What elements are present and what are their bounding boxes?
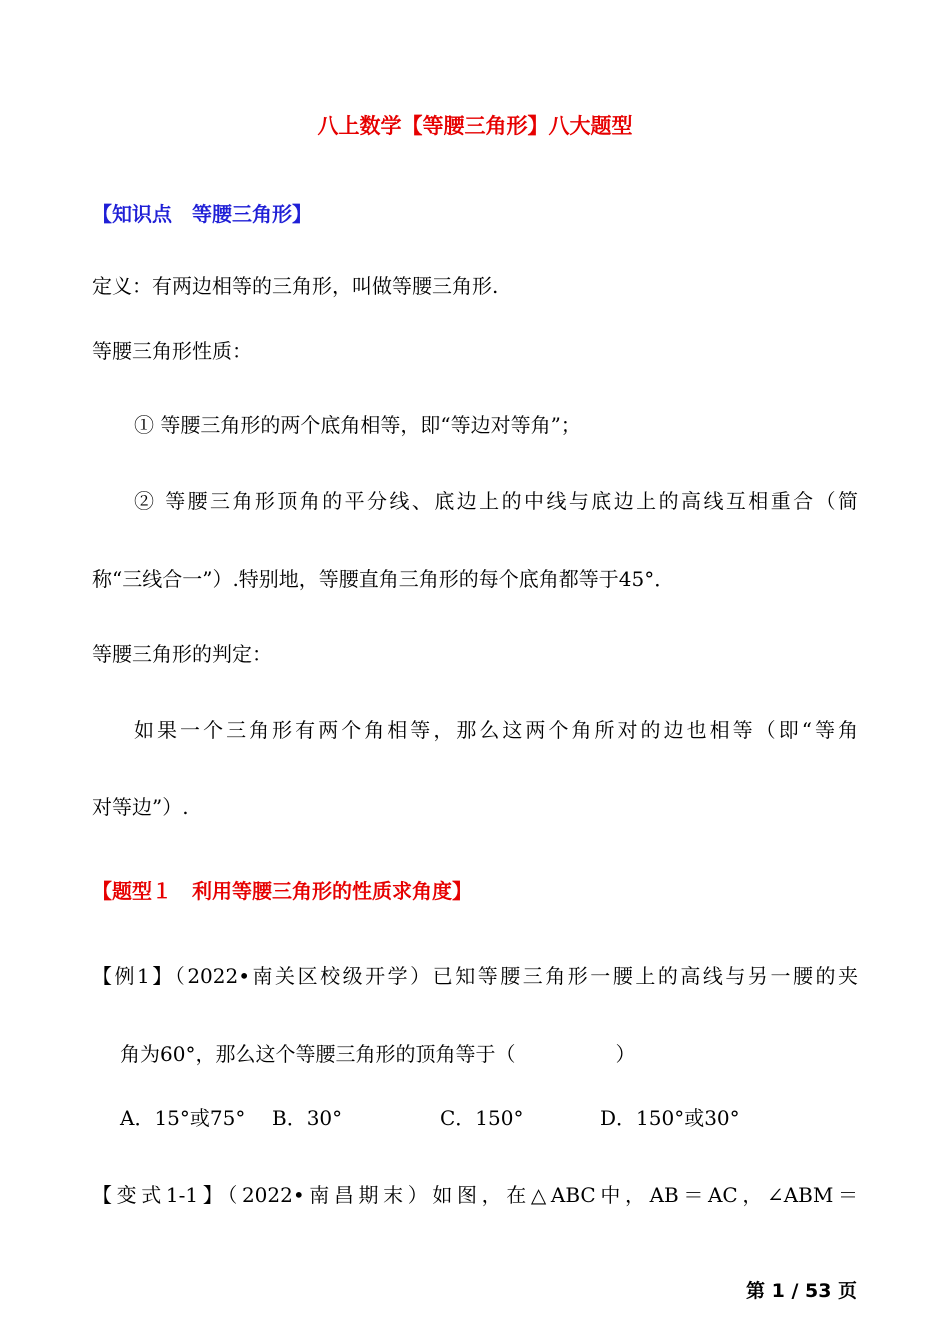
option-b: B．30°	[272, 1106, 343, 1130]
page-number-footer: 第 1 / 53 页	[746, 1280, 858, 1302]
property-1: ① 等腰三角形的两个底角相等，即“等边对等角”；	[134, 413, 581, 437]
example1-line-1: 【例1】（2022•南关区校级开学）已知等腰三角形一腰上的高线与另一腰的夹	[92, 964, 858, 988]
page-title: 八上数学【等腰三角形】八大题型	[317, 114, 633, 138]
judgement-line-1: 如果一个三角形有两个角相等，那么这两个角所对的边也相等（即“等角	[134, 718, 858, 742]
example1-line-2: 角为60°，那么这个等腰三角形的顶角等于（ ）	[120, 1042, 636, 1066]
property-2-line-2: 称“三线合一”）.特别地，等腰直角三角形的每个底角都等于45°．	[92, 567, 675, 591]
properties-heading: 等腰三角形性质：	[92, 339, 252, 363]
option-d: D．150°或30°	[600, 1106, 740, 1130]
option-a: A．15°或75°	[120, 1106, 246, 1130]
type1-heading: 【题型１ 利用等腰三角形的性质求角度】	[92, 879, 472, 903]
property-2-line-1: ② 等腰三角形顶角的平分线、底边上的中线与底边上的高线互相重合（简	[134, 489, 858, 513]
example1-options	[120, 1104, 858, 1132]
knowledge-heading: 【知识点 等腰三角形】	[92, 202, 312, 226]
option-c: C．150°	[440, 1106, 524, 1130]
definition-text: 定义：有两边相等的三角形，叫做等腰三角形.	[92, 274, 499, 298]
judgement-line-2: 对等边”）.	[92, 795, 189, 819]
judgement-heading: 等腰三角形的判定：	[92, 642, 272, 666]
variant1-line-1: 【变式1-1】（2022•南昌期末）如图，在△ABC中，AB＝AC，∠ABM＝	[92, 1183, 858, 1207]
